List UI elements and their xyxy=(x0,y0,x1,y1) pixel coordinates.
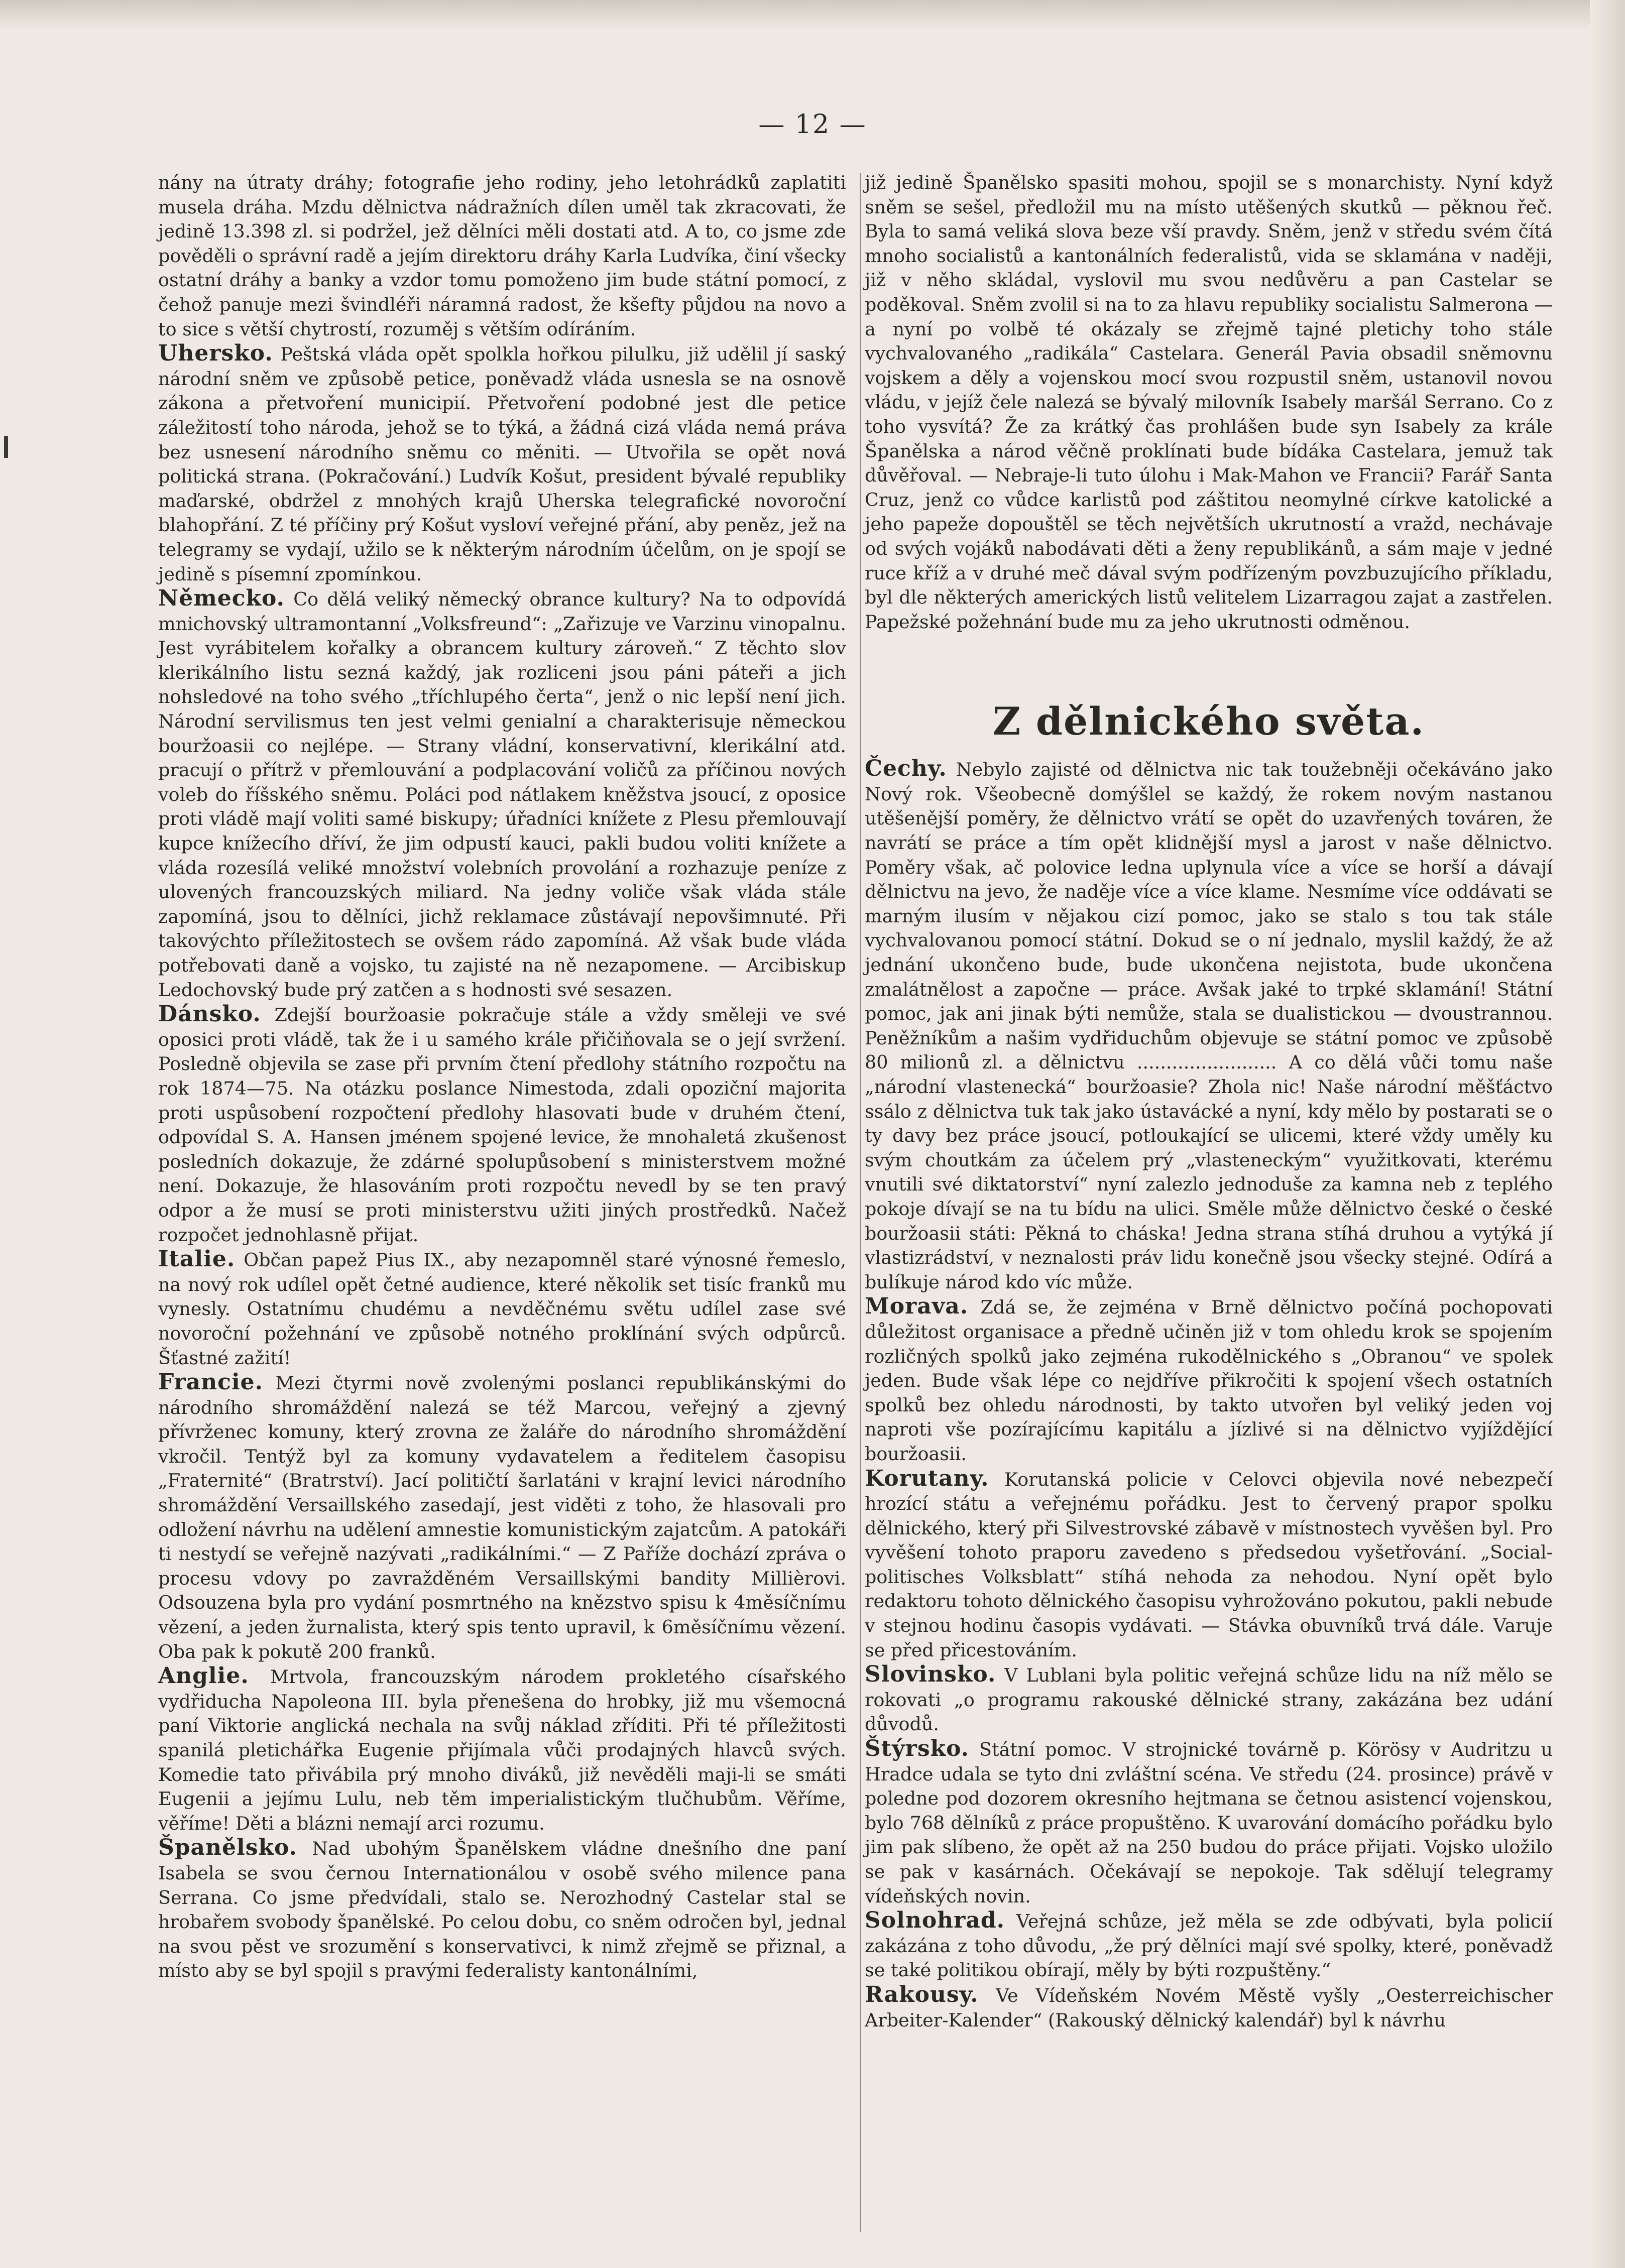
section-nemecko xyxy=(158,586,846,1002)
right-intro: již jedině Španělsko spasiti mohou, spojil se s monarchisty. Nyní když sněm se sešel, předložil mu na místo utěšených skutků — pěknou řeč. Byla to samá veliká slova beze vší pravdy. Sněm, jenž v středu svém čítá mnoho socialistů a kantonálních federalistů, vida se sklamána v naději, již v něho skládal, vyslovil mu svou nedůvěru a pan Castelar se poděkoval. Sněm zvolil si na to za hlavu republiky socialistu Salmerona — a nyní po volbě té okázaly se zřejmě tajné pletichy toho stále vychvalovaného „radikála“ Castelara. Generál Pavia obsadil sněmovnu vojskem a děly a vojenskou mocí svou rozpustil sněm, ustanovil novou vládu, v jejíž čele nalezá se bývalý milovník Isabely maršál Serrano. Co z toho vysvítá? Že za krátký čas prohlášen bude syn Isabely za krále Španělska a národ věčně proklínati bude bídáka Castelara, jemuž tak důvěřoval. — Nebraje-li tuto úlohu i Mak-Mahon ve Francii? Farář Santa Cruz, jenž co vůdce karlistů pod záštitou neomylné církve katolické a jeho papeže dopouštěl se těch největších ukrutností a vražd, nechávaje od svých vojáků nabodávati děti a ženy republikánů, a sám maje v jedné ruce kříž a v druhé meč dával svým podřízeným povzbuzujícího příkladu, byl dle některých amerických listů velitelem Lizarragou zajat a zastřelen. Papežské požehnání bude mu za jeho ukrutnosti odměnou. xyxy=(865,172,1553,633)
page-number: — 12 — xyxy=(758,109,867,140)
heading-styrsko: Štýrsko. xyxy=(865,1736,969,1762)
heading-anglie: Anglie. xyxy=(158,1663,249,1689)
section-cechy xyxy=(865,757,1553,1294)
right-column xyxy=(865,171,1553,2033)
section-styrsko xyxy=(865,1737,1553,1908)
section-francie xyxy=(158,1370,846,1664)
left-column xyxy=(158,171,846,1983)
text-anglie: Mrtvola, francouzským národem prokletého císařského vydřiducha Napoleona III. byla přenešena do hrobky, již mu všemocná paní Viktorie anglická nechala na svůj náklad zříditi. Při té příležitosti spanilá pletichářka Eugenie přijímala vůči prodajných hlavců svých. Komedie tato přivábila prý mnoho diváků, již nevěděli maji-li se smáti Eugenii a jejímu Lulu, neb těm imperialistickým tlučhubům. Věříme, věříme! Děti a blázni nemají arci rozumu. xyxy=(158,1666,846,1834)
heading-spanelsko: Španělsko. xyxy=(158,1835,297,1861)
heading-korutany: Korutany. xyxy=(865,1465,989,1491)
text-uhersko: Peštská vláda opět spolkla hořkou pilulku, již udělil jí saský národní sněm ve způsobě petice, poněvadž vláda usnesla se na osnově zákona a přetvoření municipií. Přetvoření podobné jest dle petice záležitostí toho národa, jehož se to týká, a žádná cizá vláda nemá práva bez usnesení národního sněmu co měniti. — Utvořila se opět nová politická strana. (Pokračování.) Ludvík Košut, president bývalé republiky maďarské, obdržel z mnohých krajů Uherska telegrafické novoroční blahopřání. Z té příčiny prý Košut vysloví veřejné přání, aby peněz, jež na telegramy se vydají, užilo se k některým národním účelům, on je spojí se jedině s písemní zpomínkou. xyxy=(158,343,846,585)
heading-rakousy: Rakousy. xyxy=(865,1981,979,2007)
text-morava: Zdá se, že zejména v Brně dělnictvo počíná pochopovati důležitost organisace a předně učiněn již v tom ohledu krok se spojením rozličných spolků jako zejména rukodělnického s „Obranou“ ve spolek jeden. Bude však lépe co nejdříve přikročiti k spojení všech ostatních spolků bez ohledu národnosti, by takto utvořen byl veliký jeden voj naproti vše pozírajícímu kapitálu a jízlivé si na dělnictvo vyjíždějící bouržoasii. xyxy=(865,1296,1553,1465)
section-korutany xyxy=(865,1467,1553,1663)
heading-slovinsko: Slovinsko. xyxy=(865,1661,996,1688)
text-spanelsko: Nad ubohým Španělskem vládne dnešního dne paní Isabela se svou černou Internationálou v osobě svého milence pana Serrana. Co jsme předvídali, stalo se. Nerozhodný Castelar stal se hrobařem svobody španělské. Po celou dobu, co sněm odročen byl, jednal na svou pěst ve srozumění s konservativci, k nimž zřejmě se přiznal, a místo aby se byl spojil s pravými federalisty kantonálními, xyxy=(158,1838,846,1982)
heading-morava: Morava. xyxy=(865,1293,969,1320)
text-korutany: Korutanská policie v Celovci objevila nové nebezpečí hrozící státu a veřejnému pořádku. Jest to červený prapor spolku dělnického, který při Silvestrovské zábavě v místnostech vyvěšen byl. Pro vyvěšení tohoto praporu zavedeno s předsedou vyšetřování. „Social-politisches Volksblatt“ stíhá nehoda za nehodou. Nyní opět bylo redaktoru tohoto dělnického časopisu vyhrožováno pokutou, pakli nebude v stejnou hodinu časopis vydávati. — Stávka obuvníků trvá dále. Varuje se před přicestováním. xyxy=(865,1468,1553,1661)
text-cechy: Nebylo zajisté od dělnictva nic tak toužebněji očekáváno jako Nový rok. Všeobecně domýšlel se každý, že rokem novým nastanou utěšenější poměry, že dělnictvo vrátí se opět do uzavřených továren, že navrátí se práce a tím opět klidnější mysl a jarost v naše dělnictvo. Poměry však, ač polovice ledna uplynula více a více se horší a dávají dělnictvu na jevo, že naděje více a více klame. Nesmíme více oddávati se marným ilusím v nějakou cizí pomoc, jako se stalo s tou tak stále vychvalovanou pomocí státní. Dokud se o ní jednalo, myslil každý, že až jednání ukončeno bude, bude ukončena nejistota, bude ukončena zmalátnělost a započne — práce. Avšak jaké to trpké sklamání! Státní pomoc, jak ani jinak býti nemůže, stala se dualistickou — dvoustrannou. Peněžníkům a našim vydřiduchům objevuje se státní pomoc ve způsobě 80 milionů zl. a dělnictvu ........................ A co dělá vůči tomu naše „národní vlastenecká“ bouržoasie? Zhola nic! Naše národní měšťáctvo ssálo z dělnictva tuk tak jako ústavácké a nyní, kdy mělo by postarati se o ty davy bez práce jsoucí, potloukající se ulicemi, které vždy uměly ku svým choutkám za účelem prý „vlasteneckým“ využitkovati, kterému vnutili své diktatorství“ nyní zalezlo jednoduše za kamna neb z teplého pokoje dívají se na tu bídu na ulici. Směle může dělnictvo české o české bouržoasii státi: Pěkná to cháska! Jedna strana stíhá druhou a vytýká jí vlastizrádství, v neznalosti práv lidu konečně jsou všecky stejné. Odírá a bulíkuje národ kdo víc může. xyxy=(865,759,1553,1293)
scan-right-edge xyxy=(1590,0,1625,2268)
section-rakousy xyxy=(865,1983,1553,2033)
heading-nemecko: Německo. xyxy=(158,585,285,612)
scan-top-edge xyxy=(0,0,1625,30)
heading-uhersko: Uhersko. xyxy=(158,340,273,367)
section-spanelsko xyxy=(158,1836,846,1983)
section-uhersko xyxy=(158,341,846,586)
text-rakousy: Ve Vídeňském Novém Městě vyšly „Oesterreichischer Arbeiter-Kalender“ (Rakouský dělnický kalendář) byl k návrhu xyxy=(865,1984,1553,2031)
column-divider xyxy=(860,173,861,2232)
text-styrsko: Státní pomoc. V strojnické továrně p. Körösy v Audritzu u Hradce udala se tyto dni zvláštní scéna. Ve středu (24. prosince) právě v poledne pod dozorem okresního hejtmana se četnou asistencí vojenskou, bylo 768 dělníků z práce propuštěno. K uvarování domácího pořádku bylo jim pak slíbeno, že opět až na 250 budou do práce přijati. Vojsko uložilo se pak v kasárnách. Očekávají se nepokoje. Tak sdělují telegramy vídeňských novin. xyxy=(865,1739,1553,1907)
text-solnohrad: Veřejná schůze, jež měla se zde odbývati, byla policií zakázána z toho důvodu, „že prý dělníci mají své spolky, které, poněvadž se také politikou obírají, měly by býti rozpuštěny.“ xyxy=(865,1911,1553,1981)
section-slovinsko xyxy=(865,1662,1553,1737)
text-italie: Občan papež Pius IX., aby nezapomněl staré výnosné řemeslo, na nový rok udílel opět četné audience, které několik set tisíc franků mu vynesly. Ostatnímu chudému a nevděčnému světu udílel zase své novoroční požehnání ve způsobě notného proklínání svých odpůrců. Šťastné zažití! xyxy=(158,1249,846,1369)
margin-mark xyxy=(4,436,8,458)
section-morava xyxy=(865,1294,1553,1466)
text-dansko: Zdejší bouržoasie pokračuje stále a vždy směleji ve své oposici proti vládě, tak že i u samého krále přičiňovala se o její svržení. Posledně objevila se zase při prvním čtení předlohy státního rozpočtu na rok 1874—75. Na otázku poslance Nimestoda, zdali opoziční majorita proti uspůsobení rozpočtení předlohy hlasovati bude v druhém čtení, odpovídal S. A. Hansen jménem spojené levice, že mnohaletá zkušenost posledních dokazuje, že zdárné spolupůsobení s ministerstvem možné není. Dokazuje, že hlasováním proti rozpočtu nevedl by se ten pravý odpor a že musí se proti ministerstvu užiti jiných prostředků. Načež rozpočet jednohlasně přijat. xyxy=(158,1004,846,1246)
section-anglie xyxy=(158,1664,846,1836)
heading-italie: Italie. xyxy=(158,1246,236,1272)
heading-francie: Francie. xyxy=(158,1369,263,1395)
heading-cechy: Čechy. xyxy=(865,756,947,782)
section-italie xyxy=(158,1247,846,1370)
left-intro: nány na útraty dráhy; fotografie jeho rodiny, jeho letohrádků zaplatiti musela dráha. Mzdu dělnictva nádražních dílen uměl tak zkracovati, že jedině 13.398 zl. si podržel, jež dělníci měli dostati atd. A to, co jsme zde pověděli o správní radě a jejím direktoru dráhy Karla Ludvíka, činí všecky ostatní dráhy a banky a vzdor tomu pomoženo jim bude státní pomocí, z čehož panuje mezi švindléři náramná radost, že kšefty půjdou na novo a to sice s větší chytrostí, rozuměj s větším odíráním. xyxy=(158,172,846,340)
text-slovinsko: V Lublani byla politic veřejná schůze lidu na níž mělo se rokovati „o programu rakouské dělnické strany, zakázána bez udání důvodů. xyxy=(865,1664,1553,1735)
text-nemecko: Co dělá veliký německý obrance kultury? Na to odpovídá mnichovský ultramontanní „Volksfreund“: „Zařizuje ve Varzinu vinopalnu. Jest vyrábitelem kořalky a obrancem kultury zároveň.“ Z těchto slov klerikálního listu sezná každý, jak rozliceni jsou páni páteři a jich nohsledové na toho svého „tříchlupého čerta“, jenž o nic lepší není jich. Národní servilismus ten jest velmi genialní a charakterisuje německou bouržoasii co nejlépe. — Strany vládní, konservativní, klerikální atd. pracují o přítrž v přemlouvání a podplacování voličů za příčinou nových voleb do říšského sněmu. Poláci pod nátlakem kněžstva jsoucí, z oposice proti vládě mají voliti samé biskupy; úřadníci knížete z Plesu přemlouvají kupce knížecího dříví, že jim odpustí kauci, pakli budou voliti knížete a vláda rozesílá veliké množství volebních provolání a rozhazuje peníze z ulovených francouzských miliard. Na jedny voliče však vláda stále zapomíná, jsou to dělníci, jichž reklamace zůstávají nepovšimnuté. Při takovýchto příležitostech se ovšem rádo zapomíná. Až však bude vláda potřebovati daně a vojsko, tu zajisté na ně nezapomene. — Arcibiskup Ledochovský bude prý zatčen a s hodnosti své sesazen. xyxy=(158,588,847,1001)
section-solnohrad xyxy=(865,1908,1553,1983)
section-dansko xyxy=(158,1002,846,1247)
section-title: Z dělnického světa. xyxy=(992,699,1425,744)
heading-solnohrad: Solnohrad. xyxy=(865,1907,1005,1934)
heading-dansko: Dánsko. xyxy=(158,1001,261,1027)
text-francie: Mezi čtyrmi nově zvolenými poslanci republikánskými do národního shromáždění nalezá se též Marcou, veřejný a zjevný přívrženec komuny, který zrovna ze žaláře do národního shromáždění vkročil. Tentýž byl za komuny vydavatelem a ředitelem časopisu „Fraternité“ (Bratrství). Jací političtí šarlatáni v krajní levici národního shromáždění Versaillského zasedají, jest viděti z toho, že hlasovali pro odložení návrhu na udělení amnestie komunistickým zajatcům. A patokáři ti nestydí se veřejně nazývati „radikálními.“ — Z Paříže dochází zpráva o procesu vdovy po zavražděném Versaillskými bandity Millièrovi. Odsouzena byla pro vydání posmrtného na knězstvo spisu k 4měsíčnímu vězení, a jeden žurnalista, který spis tento upravil, k 6měsíčnímu vězení. Oba pak k pokutě 200 franků. xyxy=(158,1372,846,1662)
